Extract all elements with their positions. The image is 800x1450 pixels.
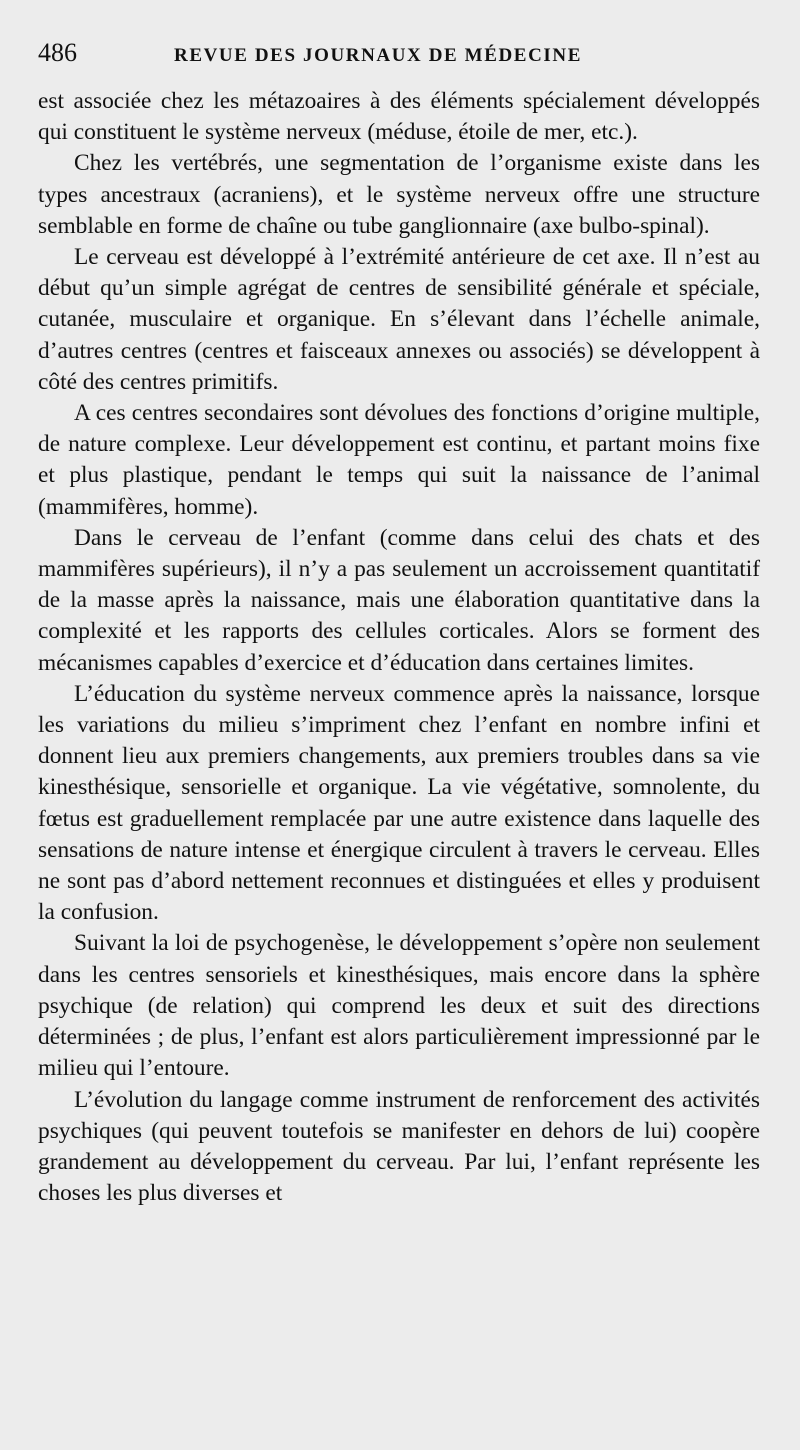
paragraph-1-continuation: est associée chez les métazoaires à des éléments spécialement développés qui constituent le système nerveux (méduse, étoile de mer, etc.). [38, 88, 760, 146]
paragraph-child-brain: Dans le cerveau de l’enfant (comme dans celui des chats et des mammifères supérieurs), il n’y a pas seulement un accroissement quantitatif de la masse après la naissance, mais une élaboration quantitative dans la complexité et les rapports des cellules corticales. Alors se forment des mécanismes capables d’exercice et d’éducation dans certaines limites. [38, 524, 760, 676]
running-header [38, 38, 760, 76]
paragraph-brain-development: Le cerveau est développé à l’extrémité antérieure de cet axe. Il n’est au début qu’un simple agrégat de centres de sensibilité générale et spéciale, cutanée, musculaire et organique. En s’élevant dans l’échelle animale, d’autres centres (centres et faisceaux annexes ou associés) se développent à côté des centres primitifs. [38, 244, 760, 395]
paragraph-language: L’évolution du langage comme instrument de renforcement des activités psychiques (qui peuvent toutefois se manifester en dehors de lui) coopère grandement au développement du cerveau. Par lui, l’enfant représente les choses les plus diverses et [38, 1086, 760, 1207]
paragraph-secondary-centres: A ces centres secondaires sont dévolues des fonctions d’origine multiple, de nature complexe. Leur développement est continu, et partant moins fixe et plus plastique, pendant le temps qui suit la naissance de l’animal (mammifères, homme). [38, 400, 760, 520]
journal-title: REVUE DES JOURNAUX DE MÉDECINE [174, 45, 582, 66]
page-number: 486 [38, 38, 77, 67]
paragraph-vertebrates: Chez les vertébrés, une segmentation de l’organisme existe dans les types ancestraux (acraniens), et le système nerveux offre une structure semblable en forme de chaîne ou tube ganglionnaire (axe bulbo-spinal). [38, 150, 760, 239]
paragraph-psychogenesis: Suivant la loi de psychogenèse, le développement s’opère non seulement dans les centres sensoriels et kinesthésiques, mais encore dans la sphère psychique (de relation) qui comprend les deux et suit des directions déterminées ; de plus, l’enfant est alors particulièrement impressionné par le milieu qui l’entoure. [38, 930, 760, 1082]
body-text [38, 86, 760, 1209]
paragraph-nervous-education: L’éducation du système nerveux commence après la naissance, lorsque les variations du milieu s’impriment chez l’enfant en nombre infini et donnent lieu aux premiers changements, aux premiers troubles dans sa vie kinesthésique, sensorielle et organique. La vie végétative, somnolente, du fœtus est graduellement remplacée par une autre existence dans laquelle des sensations de nature intense et énergique circulent à travers le cerveau. Elles ne sont pas d’abord nettement reconnues et distinguées et elles y produisent la confusion. [38, 680, 760, 926]
